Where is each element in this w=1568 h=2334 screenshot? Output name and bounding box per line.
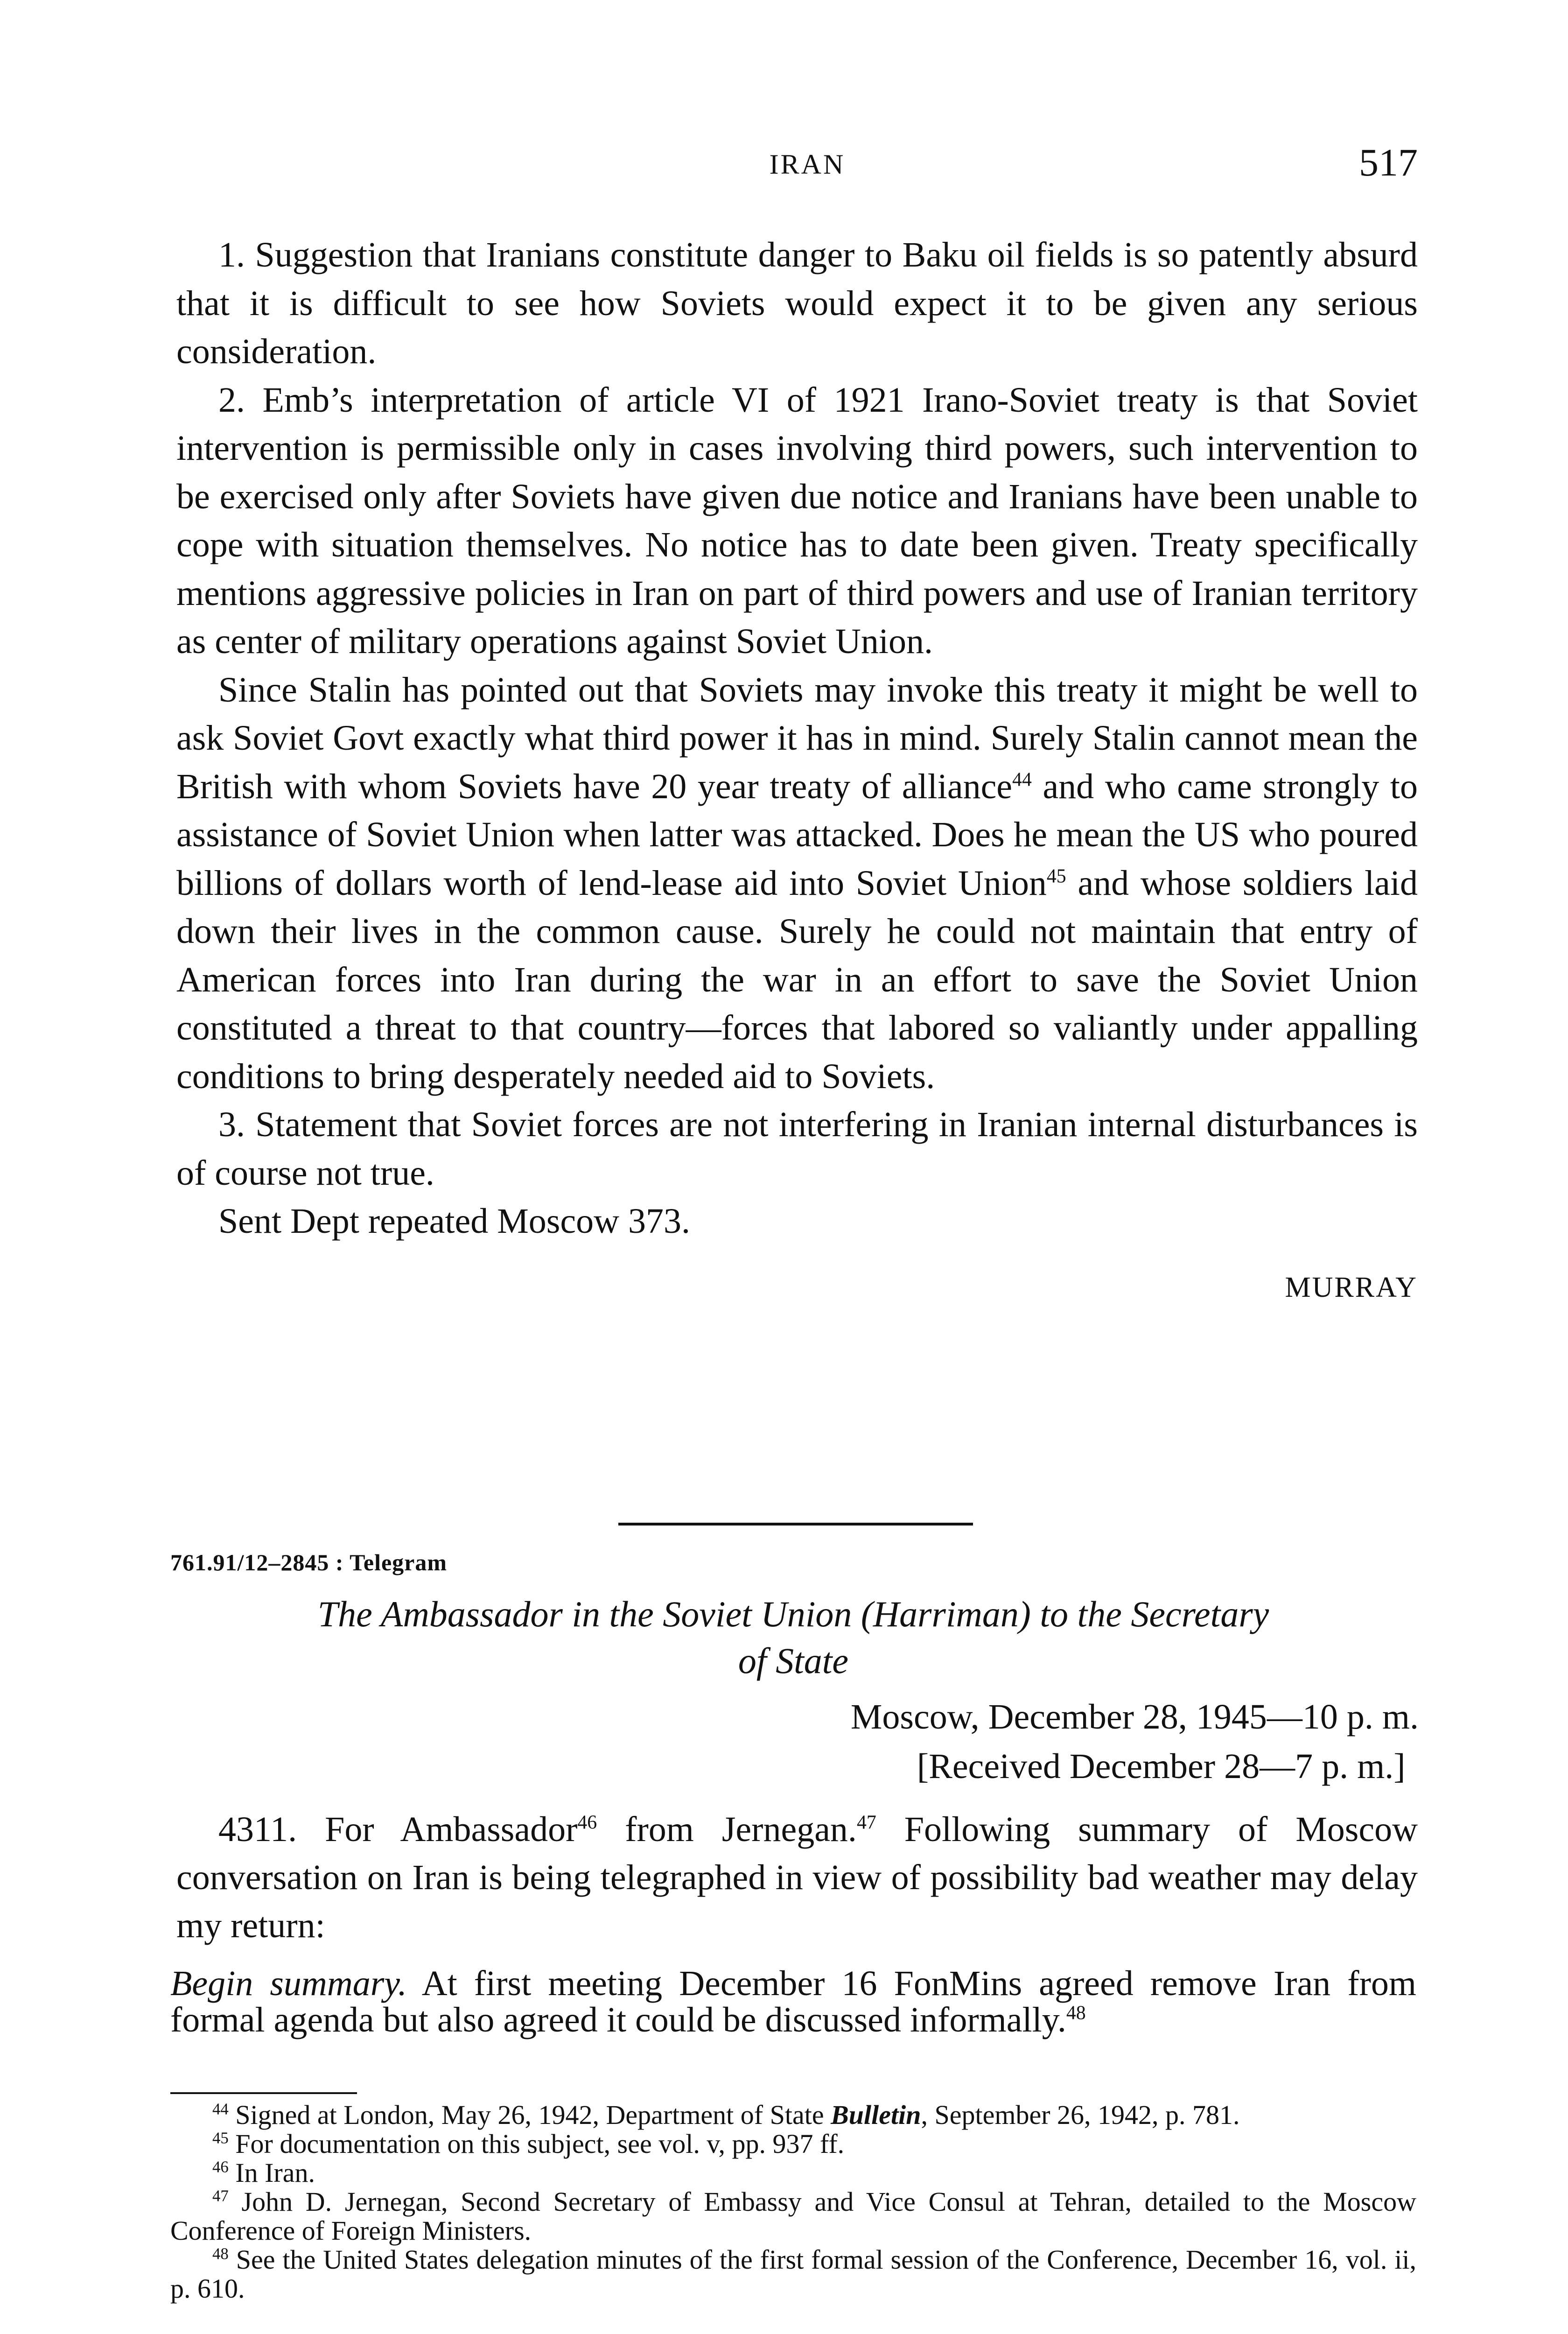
- summary-text: At first meeting December 16 FonMins agreed remove Iran from formal agenda but also agreed it could be discussed informally.: [170, 1964, 1416, 2039]
- paragraph-1: 1. Suggestion that Iranians constitute danger to Baku oil fields is so patently absurd that it is difficult to see how Soviets would expect it to be given any serious consideration.: [176, 235, 1418, 371]
- telegram-paragraph: [176, 1806, 1418, 1950]
- telegram-body-murray: [176, 231, 1418, 1312]
- paragraph-3-text-c: and whose soldiers laid down their lives in the common cause. Surely he could not maintain that entry of American forces into Iran during the war in an effort to save the Soviet Union constituted a threat to that country—forces that labored so valiantly under appalling conditions to bring desperately needed aid to Soviets.: [176, 863, 1418, 1096]
- footnote-mark: 44: [212, 2100, 229, 2118]
- footnotes: [170, 2101, 1416, 2303]
- summary-lead: Begin summary.: [170, 1964, 407, 2003]
- signature: MURRAY: [1285, 1271, 1418, 1303]
- document-title-line-1: The Ambassador in the Soviet Union (Harriman) to the Secretary: [317, 1594, 1269, 1634]
- footnote-ref-47: 47: [856, 1812, 876, 1834]
- document-title: [170, 1591, 1416, 1684]
- footnote-ref-46: 46: [577, 1812, 597, 1834]
- footnote-mark: 47: [212, 2186, 229, 2205]
- footnote-text: See the United States delegation minutes of the first formal session of the Conference, December 16, vol. ii, p. 610.: [170, 2244, 1416, 2304]
- summary-paragraph: [170, 1965, 1416, 2038]
- footnote-text: Signed at London, May 26, 1942, Department of State: [228, 2100, 831, 2130]
- footnote-mark: 48: [212, 2244, 229, 2263]
- footnote-47: [170, 2187, 1416, 2245]
- paragraph-4: 3. Statement that Soviet forces are not interfering in Iranian internal disturbances is of course not true.: [176, 1105, 1418, 1193]
- paragraph-3-text-a: Since Stalin has pointed out that Soviets may invoke this treaty it might be well to ask Soviet Govt exactly what third power it has in mind. Surely Stalin cannot mean the British with whom Soviets have 20 year treaty of alliance: [176, 670, 1418, 806]
- footnote-44: [170, 2101, 1416, 2130]
- page-number: 517: [1359, 141, 1418, 184]
- dateline-block: [851, 1692, 1419, 1791]
- footnote-text: John D. Jernegan, Second Secretary of Embassy and Vice Consul at Tehran, detailed to the Moscow Conference of Foreign Ministers.: [170, 2186, 1416, 2246]
- telegram-text-c: Following summary of Moscow conversation on Iran is being telegraphed in view of possibility bad weather may delay my return:: [176, 1810, 1418, 1945]
- footnote-mark: 45: [212, 2129, 229, 2147]
- telegram-text-b: from Jernegan.: [597, 1810, 857, 1849]
- footnote-ref-48: 48: [1066, 2002, 1086, 2024]
- telegram-text-a: 4311. For Ambassador: [218, 1810, 578, 1849]
- paragraph-2: 2. Emb’s interpretation of article VI of 1921 Irano-Soviet treaty is that Soviet intervention is permissible only in cases involving third powers, such intervention to be exercised only after Soviets have given due notice and Iranians have been unable to cope with situation themselves. No notice has to date been given. Treaty specifically mentions aggressive policies in Iran on part of third powers and use of Iranian territory as center of military operations against Soviet Union.: [176, 380, 1418, 661]
- section-divider: [618, 1523, 973, 1526]
- file-reference: 761.91/12–2845 : Telegram: [170, 1549, 448, 1575]
- footnote-ref-45: 45: [1046, 865, 1066, 887]
- footnote-rule: [170, 2092, 357, 2094]
- footnote-48: [170, 2245, 1416, 2303]
- footnote-mark: 46: [212, 2158, 229, 2176]
- running-head: IRAN: [769, 149, 846, 180]
- dateline: Moscow, December 28, 1945—10 p. m.: [850, 1697, 1419, 1736]
- paragraph-5: Sent Dept repeated Moscow 373.: [218, 1202, 690, 1241]
- footnote-ref-44: 44: [1012, 769, 1032, 791]
- footnote-italic: Bulletin: [831, 2100, 921, 2130]
- paragraph-3: [176, 666, 1418, 1101]
- footnote-45: [170, 2130, 1416, 2158]
- footnote-46: [170, 2158, 1416, 2187]
- paragraph-3-text-b: and who came strongly to assistance of Soviet Union when latter was attacked. Does he mean the US who poured billions of dollars worth of lend-lease aid into Soviet Union: [176, 766, 1418, 903]
- received-line: [Received December 28—7 p. m.]: [917, 1747, 1406, 1786]
- footnote-text: In Iran.: [228, 2158, 315, 2188]
- footnote-text: For documentation on this subject, see vol. v, pp. 937 ff.: [228, 2129, 845, 2159]
- document-title-line-2: of State: [738, 1640, 849, 1681]
- footnote-text: , September 26, 1942, p. 781.: [921, 2100, 1240, 2130]
